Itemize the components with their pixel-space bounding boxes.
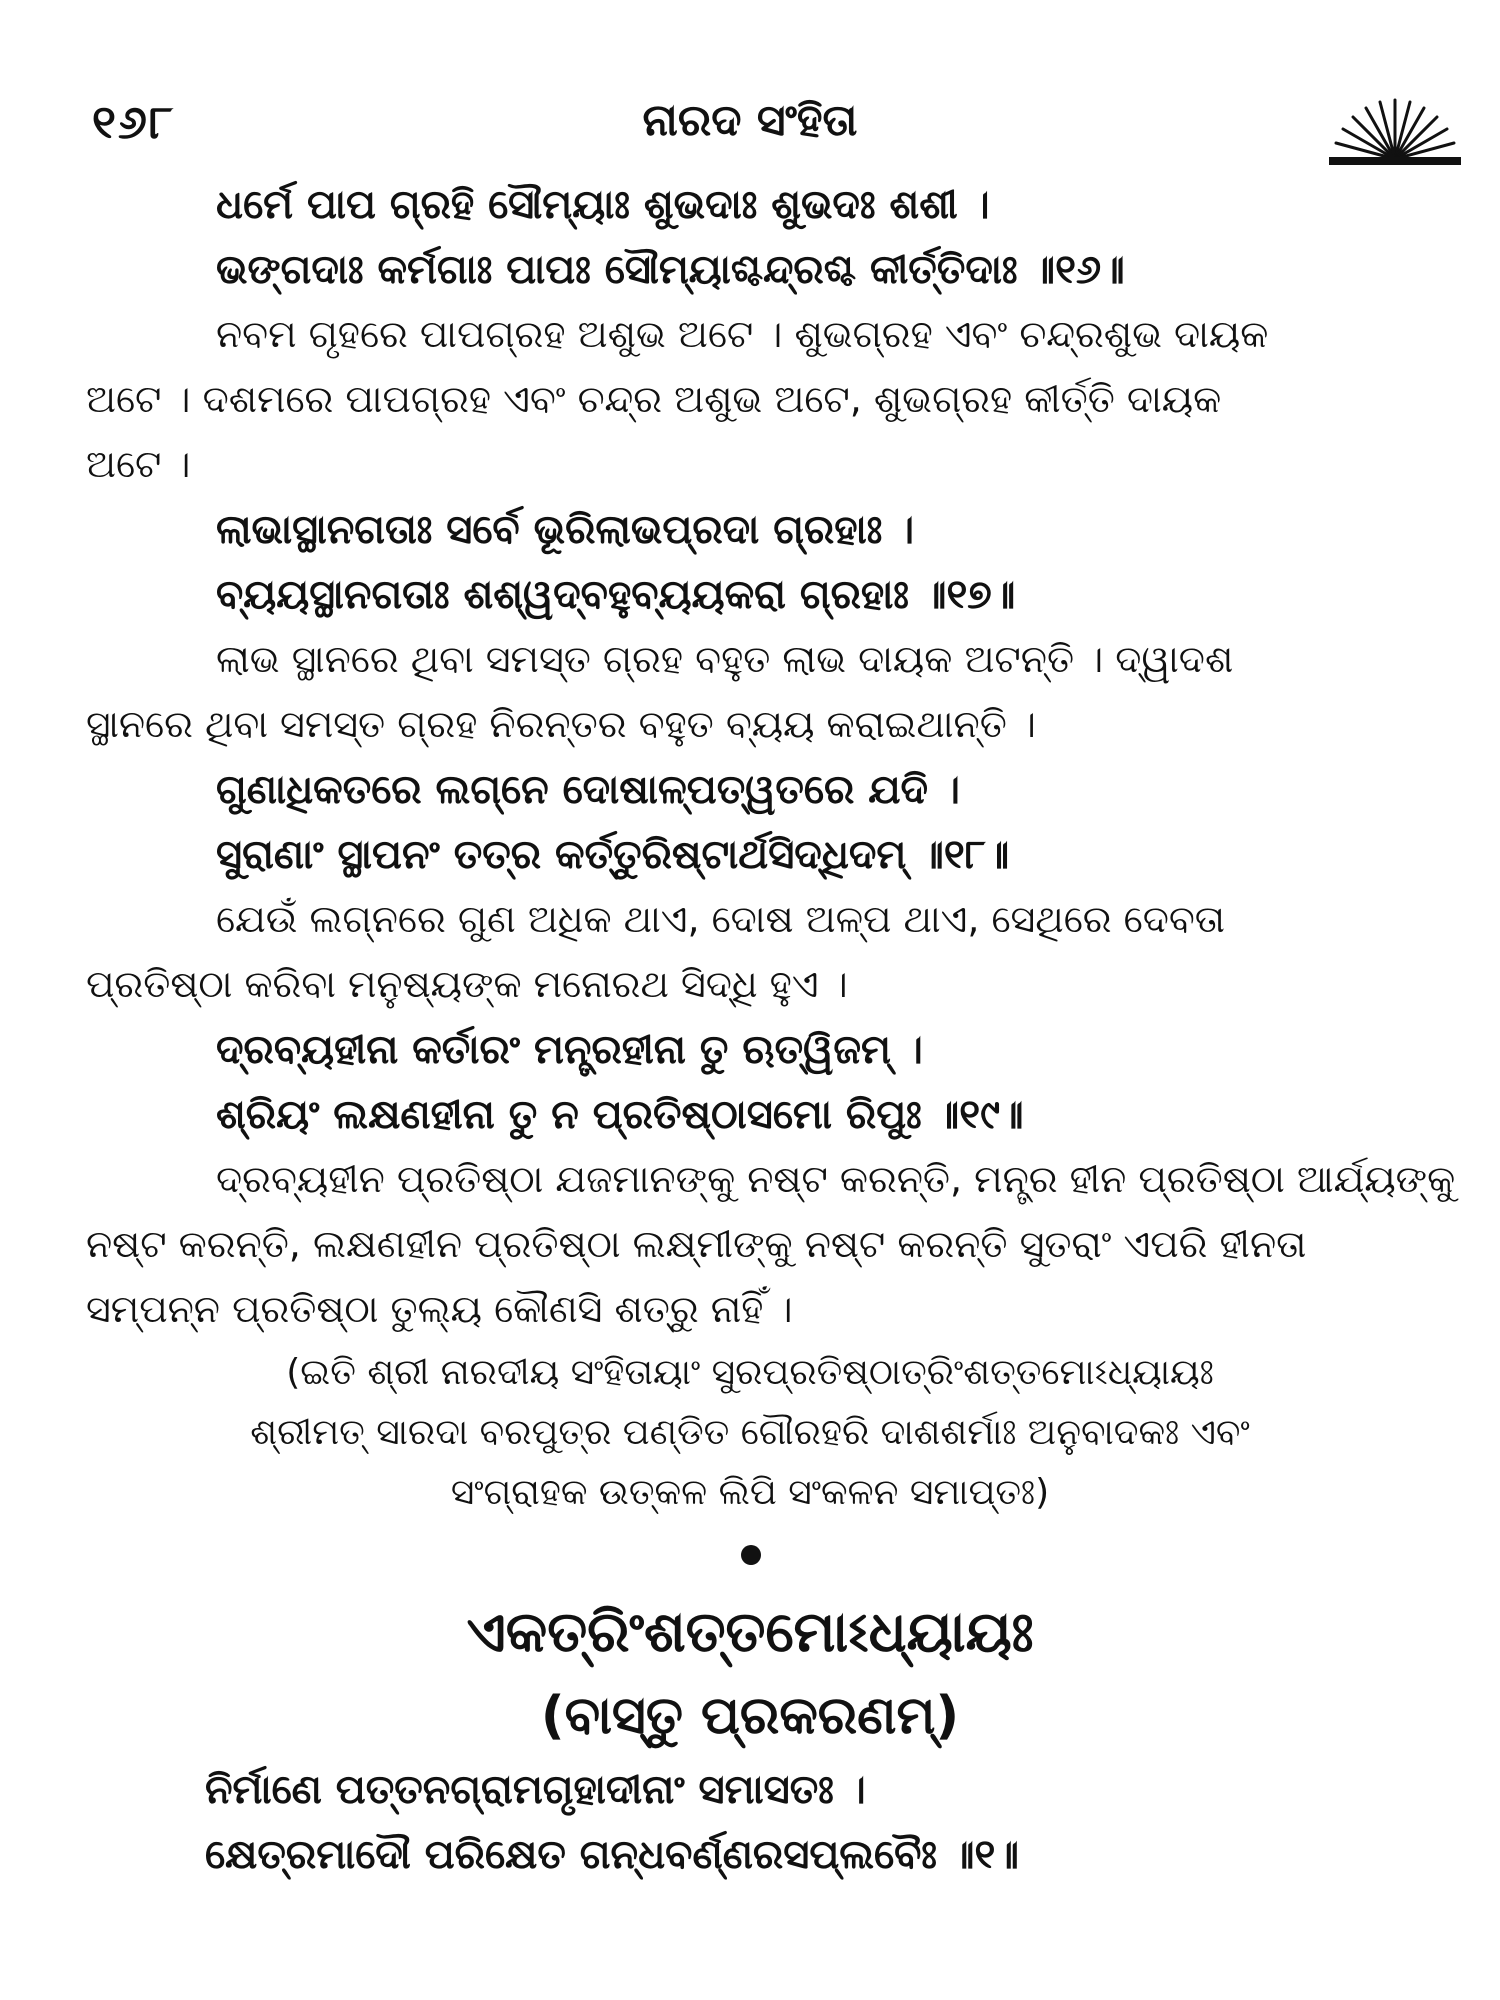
translation-19-line-3: ସମ୍ପନ୍ନ ପ୍ରତିଷ୍ଠା ତୁଲ୍ୟ କୌଣସି ଶତ୍ରୁ ନାହିଁ । (86, 1287, 793, 1331)
verse-18-line-2: ସୁରାଣାଂ ସ୍ଥାପନଂ ତତ୍ର କର୍ତ୍ତୁରିଷ୍ଟାର୍ଥସିଦ୍ଧିଦମ୍ ॥୧୮॥ (216, 832, 1010, 878)
translation-17-line-1: ଲାଭ ସ୍ଥାନରେ ଥିବା ସମସ୍ତ ଗ୍ରହ ବହୁତ ଲାଭ ଦାୟକ ଅଟନ୍ତି । ଦ୍ୱାଦଶ (216, 637, 1234, 681)
colophon-line-2: ଶ୍ରୀମତ୍ ସାରଦା ବରପୁତ୍ର ପଣ୍ଡିତ ଗୌରହରି ଦାଶଶର୍ମାଃ ଅନୁବାଦକଃ ଏବଂ (250, 1412, 1250, 1453)
verse-17-line-2: ବ୍ୟୟସ୍ଥାନଗତାଃ ଶଶ୍ୱଦ୍‌ବହୁବ୍ୟୟକରା ଗ୍ରହାଃ ॥୧୭॥ (216, 572, 1016, 618)
translation-18-line-2: ପ୍ରତିଷ୍ଠା କରିବା ମନୁଷ୍ୟଙ୍କ ମନୋରଥ ସିଦ୍ଧି ହୁଏ । (86, 962, 848, 1006)
page-number: ୧୬୮ (92, 95, 175, 149)
page-header (0, 95, 1500, 165)
verse-17-line-1: ଲାଭାସ୍ଥାନଗତାଃ ସର୍ବେ ଭୂରିଲାଭପ୍ରଦା ଗ୍ରହାଃ । (216, 507, 915, 553)
colophon-line-3: ସଂଗ୍ରାହକ ଉତ୍କଳ ଲିପି ସଂକଳନ ସମାପ୍ତଃ) (450, 1472, 1050, 1513)
translation-19-line-1: ଦ୍ରବ୍ୟହୀନ ପ୍ରତିଷ୍ଠା ଯଜମାନଙ୍କୁ ନଷ୍ଟ କରନ୍ତି, ମନ୍ତ୍ର ହୀନ ପ୍ରତିଷ୍ଠା ଆର୍ଯ୍ୟଙ୍କୁ (216, 1157, 1456, 1201)
verse-18-line-1: ଗୁଣାଧିକତରେ ଲଗ୍ନେ ଦୋଷାଳ୍ପତ୍ୱତରେ ଯଦି । (216, 767, 960, 813)
running-title: ନାରଦ ସଂହିତା (642, 95, 858, 146)
section-divider-dot (741, 1545, 761, 1565)
verse-19-line-2: ଶ୍ରିୟଂ ଲକ୍ଷଣହୀନା ତୁ ନ ପ୍ରତିଷ୍ଠାସମୋ ରିପୁଃ ॥୧୯॥ (216, 1092, 1024, 1138)
verse-19-line-1: ଦ୍ରବ୍ୟହୀନା କର୍ତାରଂ ମନ୍ତ୍ରହୀନା ତୁ ଋତ୍ୱିଜମ୍ । (216, 1027, 923, 1073)
verse-16-line-2: ଭଙ୍ଗଦାଃ କର୍ମଗାଃ ପାପଃ ସୌମ୍ୟାଶ୍ଚନ୍ଦ୍ରଶ୍ଚ କୀର୍ତ୍ତିଦାଃ ॥୧୬॥ (216, 247, 1125, 293)
verse-16-line-1: ଧର୍ମେ ପାପ ଗ୍ରହି ସୌମ୍ୟାଃ ଶୁଭଦାଃ ଶୁଭଦଃ ଶଶୀ । (216, 182, 990, 228)
sunburst-ornament-icon (1325, 97, 1465, 167)
chapter-verse-1-line-2: କ୍ଷେତ୍ରମାଦୌ ପରିକ୍ଷେତ ଗନ୍ଧବର୍ଣ୍ଣରସପ୍ଲବୈଃ ॥୧॥ (205, 1832, 1019, 1878)
chapter-verse-1-line-1: ନିର୍ମାଣେ ପତ୍ତନଗ୍ରାମଗୃହାଦୀନାଂ ସମାସତଃ । (205, 1767, 866, 1813)
chapter-subtitle: (ବାସ୍ତୁ ପ୍ରକରଣମ୍) (540, 1686, 960, 1746)
colophon-line-1: (ଇତି ଶ୍ରୀ ନାରଦୀୟ ସଂହିତାୟାଂ ସୁରପ୍ରତିଷ୍ଠାତ୍ରିଂଶତ୍ତମୋଽଧ୍ୟାୟଃ (286, 1352, 1214, 1393)
translation-16-line-2: ଅଟେ । ଦଶମରେ ପାପଗ୍ରହ ଏବଂ ଚନ୍ଦ୍ର ଅଶୁଭ ଅଟେ, ଶୁଭଗ୍ରହ କୀର୍ତ୍ତି ଦାୟକ (86, 377, 1222, 421)
translation-16-line-3: ଅଟେ । (86, 442, 191, 486)
translation-17-line-2: ସ୍ଥାନରେ ଥିବା ସମସ୍ତ ଗ୍ରହ ନିରନ୍ତର ବହୁତ ବ୍ୟୟ କରାଇଥାନ୍ତି । (86, 702, 1036, 746)
chapter-title: ଏକତ୍ରିଂଶତ୍ତମୋଽଧ୍ୟାୟଃ (466, 1600, 1034, 1665)
translation-18-line-1: ଯେଉଁ ଲଗ୍ନରେ ଗୁଣ ଅଧିକ ଥାଏ, ଦୋଷ ଅଳ୍ପ ଥାଏ, ସେଥିରେ ଦେବତା (216, 897, 1225, 941)
translation-19-line-2: ନଷ୍ଟ କରନ୍ତି, ଲକ୍ଷଣହୀନ ପ୍ରତିଷ୍ଠା ଲକ୍ଷ୍ମୀଙ୍କୁ ନଷ୍ଟ କରନ୍ତି ସୁତରାଂ ଏପରି ହୀନତା (86, 1222, 1307, 1266)
translation-16-line-1: ନବମ ଗୃହରେ ପାପଗ୍ରହ ଅଶୁଭ ଅଟେ । ଶୁଭଗ୍ରହ ଏବଂ ଚନ୍ଦ୍ରଶୁଭ ଦାୟକ (216, 312, 1269, 356)
